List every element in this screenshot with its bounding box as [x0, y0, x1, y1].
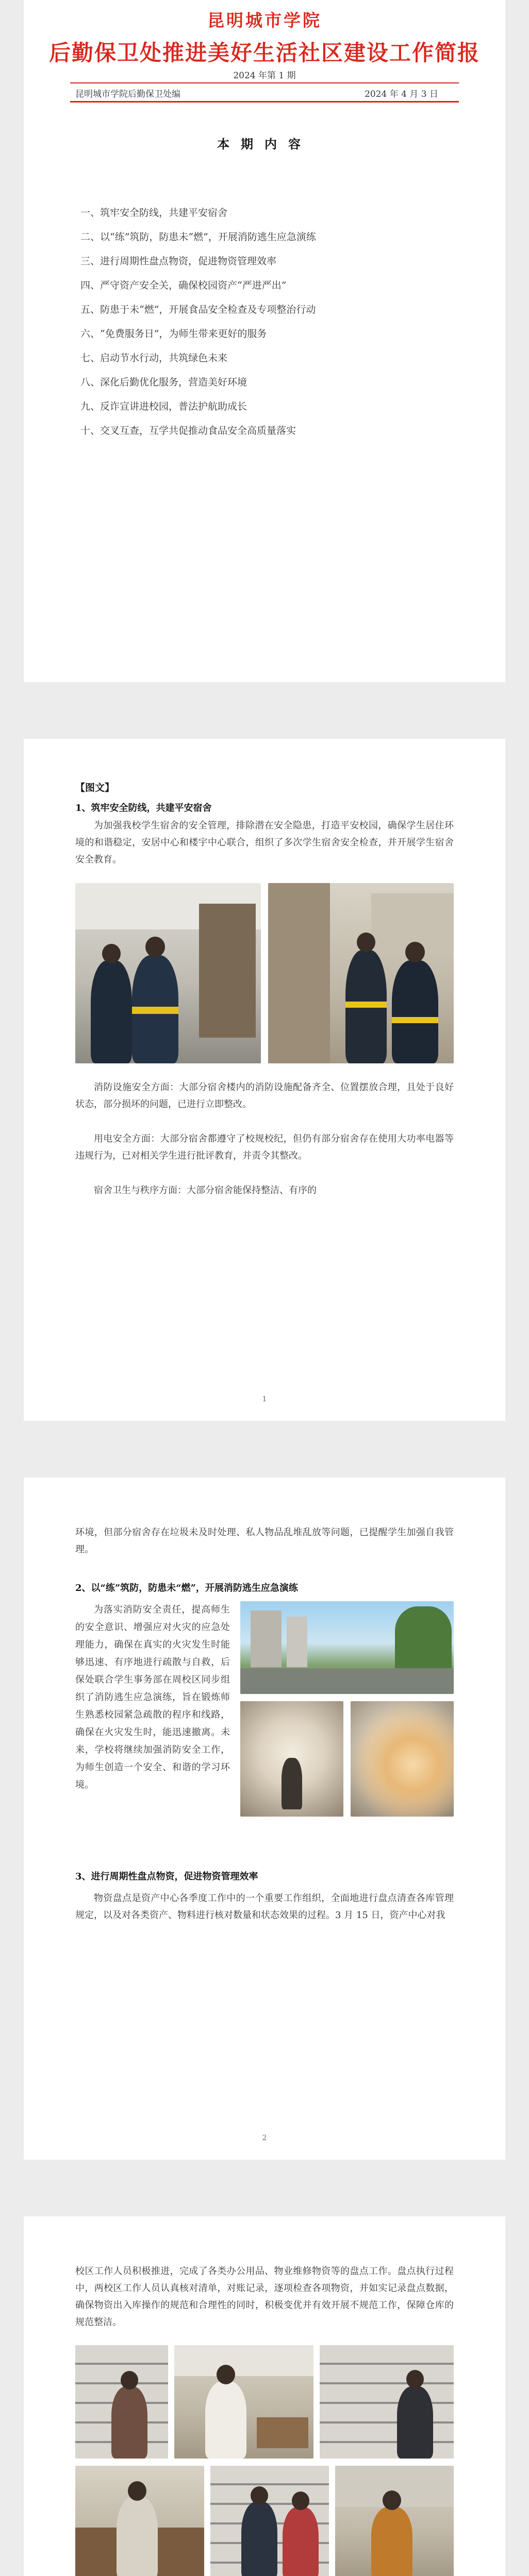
section-3-title: 3、进行周期性盘点物资，促进物资管理效率	[75, 1871, 258, 1882]
section-2-paragraph: 为落实消防安全责任，提高师生的安全意识、增强应对火灾的应急处理能力，确保在真实的火灾发生时能够迅速、有序地进行疏散与自救，后保处联合学生事务部在周校区同步组织了消防逃生应急演练，旨在锻炼师生熟悉校园紧急疏散的程序和线路，确保在火灾发生时，能迅速撤离。未来，学校将继续加强消防安全工作，为师生创造一个安全、和谐的学习环境。	[75, 1604, 230, 1790]
toc-item[interactable]: 七、启动节水行动，共筑绿色未来	[80, 352, 228, 364]
toc-item[interactable]: 二、以“练”筑防，防患未“燃”，开展消防逃生应急演练	[80, 231, 316, 243]
toc-item[interactable]: 八、深化后勤优化服务，营造美好环境	[80, 377, 247, 388]
section-2-title: 2、以“练”筑防，防患未“燃”，开展消防逃生应急演练	[75, 1583, 298, 1594]
toc-list	[80, 201, 452, 443]
toc-item[interactable]: 三、进行周期性盘点物资，促进物资管理效率	[80, 256, 277, 267]
report-title: 后勤保卫处推进美好生活社区建设工作简报	[48, 40, 480, 65]
section-label: 【图文】	[75, 782, 115, 793]
fire-drill-photo-outdoor	[240, 1601, 454, 1694]
section-1-power-paragraph: 用电安全方面：大部分宿舍都遵守了校规校纪，但仍有部分宿舍存在使用大功率电器等违规行为，已对相关学生进行批评教育，并责令其整改。	[75, 1133, 454, 1161]
issue-number: 2024 年第 1 期	[233, 71, 296, 81]
dorm-inspection-photo-2	[268, 883, 454, 1063]
toc-item[interactable]: 五、防患于未“燃”，开展食品安全检查及专项整治行动	[80, 304, 316, 315]
inventory-photo-4	[75, 2466, 204, 2576]
toc-title: 本期内容	[217, 137, 312, 151]
publisher: 昆明城市学院后勤保卫处编	[75, 89, 180, 99]
toc-item[interactable]: 六、“免费服务日”，为师生带来更好的服务	[80, 328, 267, 340]
section-1-paragraph: 为加强我校学生宿舍的安全管理，排除潜在安全隐患，打造平安校园，确保学生居住环境的和谐稳定，安居中心和楼宇中心联合，组织了多次学生宿舍安全检查，并开展学生宿舍安全教育。	[75, 820, 454, 865]
inventory-photo-5	[210, 2466, 329, 2576]
header-rule-top	[70, 82, 459, 83]
toc-item[interactable]: 十、交叉互查，互学共促推动食品安全高质量落实	[80, 425, 296, 436]
section-3-continued: 校区工作人员积极推进，完成了各类办公用品、物业维修物资等的盘点工作。盘点执行过程中，两校区工作人员认真核对清单，对账记录，逐项检查各项物资，并如实记录盘点数据，确保物资出入库操作的规范和合理性的同时，积极变优并有效开展不规范工作，保障仓库的规范整洁。	[75, 2266, 454, 2328]
section-1-continued: 环境，但部分宿舍存在垃圾未及时处理、私人物品乱堆乱放等问题，已提醒学生加强自我管理。	[75, 1527, 454, 1555]
section-1-title: 1、筑牢安全防线，共建平安宿舍	[75, 803, 212, 814]
page-number: 2	[262, 2134, 267, 2142]
page-1	[24, 0, 505, 682]
page-number: 1	[262, 1395, 267, 1403]
section-1-fire-paragraph: 消防设施安全方面：大部分宿舍楼内的消防设施配备齐全、位置摆放合理，且处于良好状态，部分损坏的问题，已进行立即整改。	[75, 1082, 454, 1110]
inventory-photo-3	[320, 2345, 454, 2459]
page-3	[24, 1478, 505, 2160]
toc-item[interactable]: 九、反诈宣讲进校园，普法护航助成长	[80, 401, 247, 412]
page-4	[24, 2216, 505, 2576]
section-1-hygiene-paragraph: 宿舍卫生与秩序方面：大部分宿舍能保持整洁、有序的	[94, 1185, 317, 1196]
inventory-photo-1	[75, 2345, 168, 2459]
fire-drill-photo-smoke-1	[240, 1701, 343, 1817]
inventory-photo-2	[174, 2345, 313, 2459]
inventory-photo-6	[335, 2466, 454, 2576]
header-rule-bottom	[70, 101, 459, 103]
section-3-paragraph: 物资盘点是资产中心各季度工作中的一个重要工作组织，全面地进行盘点清查各库管理规定，以及对各类资产、物料进行核对数量和状态效果的过程。3 月 15 日，资产中心对我	[75, 1893, 454, 1921]
school-name: 昆明城市学院	[207, 10, 322, 30]
publish-date: 2024 年 4 月 3 日	[365, 89, 438, 99]
toc-item[interactable]: 一、筑牢安全防线，共建平安宿舍	[80, 207, 228, 218]
page-2	[24, 739, 505, 1421]
toc-item[interactable]: 四、严守资产安全关，确保校园资产“严进严出”	[80, 280, 287, 291]
dorm-inspection-photo-1	[75, 883, 261, 1063]
fire-drill-photo-smoke-2	[351, 1701, 454, 1817]
